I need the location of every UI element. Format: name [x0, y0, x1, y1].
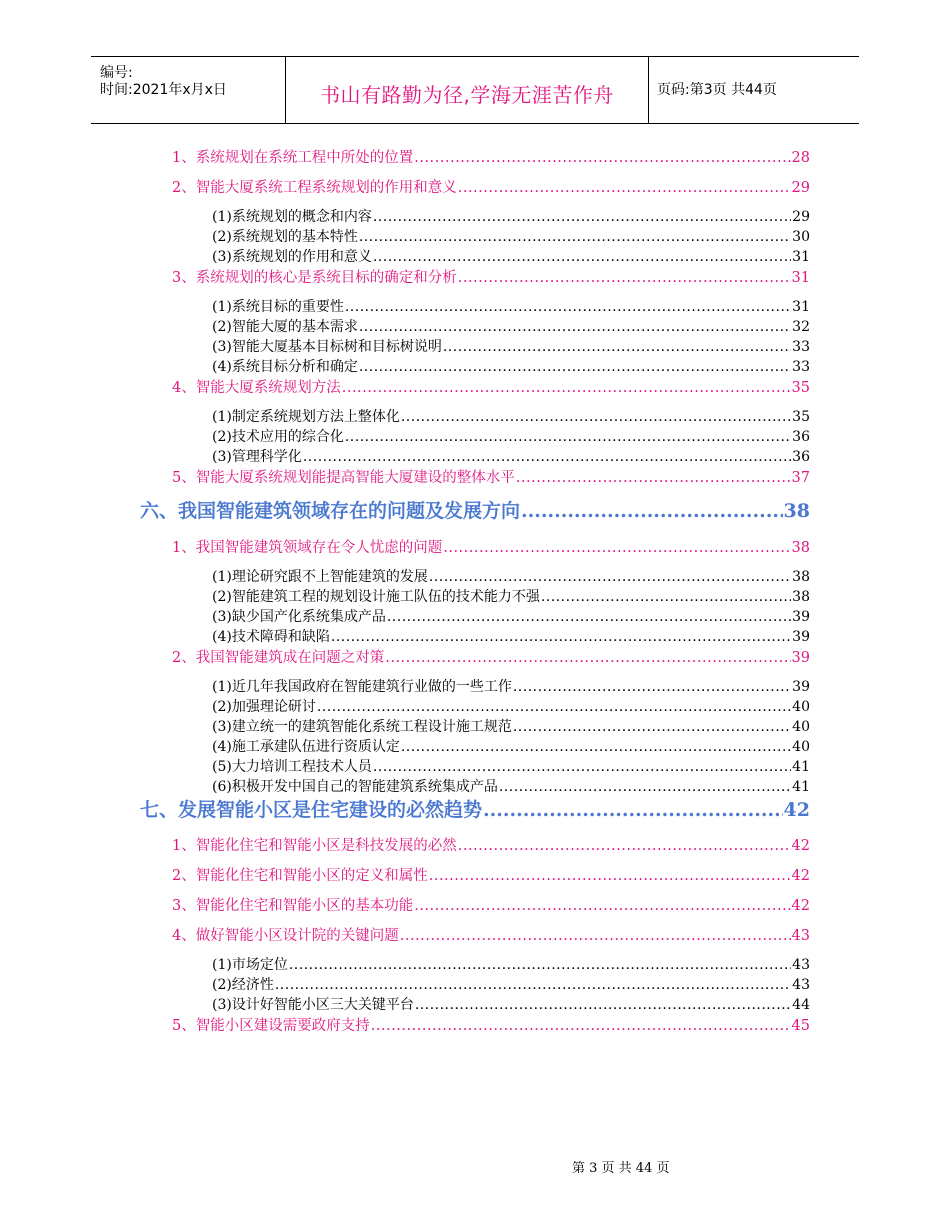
toc-dot-leader	[385, 650, 790, 666]
toc-dot-leader	[415, 997, 791, 1013]
toc-dot-leader	[359, 229, 791, 245]
toc-entry-title: 3、智能化住宅和智能小区的基本功能	[172, 898, 414, 914]
toc-dot-leader	[342, 380, 791, 396]
toc-entry-title: 4、做好智能小区设计院的关键问题	[172, 928, 399, 944]
toc-dot-leader	[303, 449, 791, 465]
header-center-cell	[285, 57, 649, 123]
toc-entry[interactable]	[212, 756, 810, 776]
toc-entry[interactable]	[212, 736, 810, 756]
toc-entry-page: 33	[792, 339, 810, 355]
toc-dot-leader	[458, 180, 791, 196]
toc-entry-title: (1)近几年我国政府在智能建筑行业做的一些工作	[212, 679, 512, 695]
header-page-info: 页码:第3页 共44页	[657, 82, 777, 98]
toc-entry-page: 31	[792, 249, 810, 265]
toc-entry-page: 42	[791, 898, 810, 914]
toc-entry-page: 38	[783, 500, 810, 522]
toc-entry-title: (2)经济性	[212, 977, 274, 993]
toc-dot-leader	[359, 359, 791, 375]
toc-entry-title: (4)系统目标分析和确定	[212, 359, 358, 375]
toc-entry[interactable]	[140, 795, 810, 822]
header-right-cell	[648, 57, 859, 123]
toc-entry[interactable]	[212, 776, 810, 796]
toc-entry-title: 2、智能大厦系统工程系统规划的作用和意义	[172, 180, 457, 196]
toc-entry-title: (3)设计好智能小区三大关键平台	[212, 997, 414, 1013]
toc-dot-leader	[443, 540, 790, 556]
toc-entry-page: 40	[792, 699, 810, 715]
toc-entry-page: 42	[783, 799, 810, 821]
toc-entry[interactable]	[172, 894, 810, 915]
toc-entry[interactable]	[212, 316, 810, 336]
toc-dot-leader	[345, 429, 791, 445]
toc-entry-page: 43	[791, 928, 810, 944]
toc-dot-leader	[400, 928, 791, 944]
toc-entry[interactable]	[212, 954, 810, 974]
toc-entry-title: (1)系统目标的重要性	[212, 299, 344, 315]
toc-entry-page: 31	[791, 270, 810, 286]
toc-dot-leader	[401, 739, 791, 755]
toc-entry-page: 33	[792, 359, 810, 375]
toc-entry-title: (3)缺少国产化系统集成产品	[212, 609, 386, 625]
toc-entry[interactable]	[212, 226, 810, 246]
toc-entry-title: (3)管理科学化	[212, 449, 302, 465]
toc-entry[interactable]	[172, 146, 810, 167]
toc-dot-leader	[373, 209, 791, 225]
toc-entry-title: (2)技术应用的综合化	[212, 429, 344, 445]
toc-entry-title: 4、智能大厦系统规划方法	[172, 380, 341, 396]
toc-entry-title: 2、我国智能建筑成在问题之对策	[172, 650, 385, 666]
toc-entry-title: (4)技术障碍和缺陷	[212, 629, 330, 645]
toc-entry-title: (6)积极开发中国自己的智能建筑系统集成产品	[212, 779, 498, 795]
page-footer: 第 3 页 共 44 页	[572, 1161, 670, 1176]
toc-entry-title: 5、智能大厦系统规划能提高智能大厦建设的整体水平	[172, 470, 515, 486]
toc-entry[interactable]	[212, 716, 810, 736]
toc-dot-leader	[414, 898, 790, 914]
toc-dot-leader	[401, 409, 791, 425]
toc-entry[interactable]	[172, 924, 810, 945]
toc-entry-title: (2)智能建筑工程的规划设计施工队伍的技术能力不强	[212, 589, 540, 605]
serial-label: 编号:	[100, 65, 133, 81]
toc-dot-leader	[513, 679, 791, 695]
page-header	[91, 56, 859, 124]
toc-entry[interactable]	[172, 376, 810, 397]
toc-entry-title: (3)建立统一的建筑智能化系统工程设计施工规范	[212, 719, 512, 735]
toc-entry-page: 29	[791, 180, 810, 196]
toc-entry[interactable]	[212, 606, 810, 626]
toc-dot-leader	[359, 319, 791, 335]
toc-entry-page: 39	[792, 629, 810, 645]
header-left-cell	[91, 57, 285, 123]
toc-entry-page: 35	[791, 380, 810, 396]
toc-entry[interactable]	[212, 994, 810, 1014]
time-label: 时间:2021年x月x日	[100, 82, 227, 98]
toc-entry-page: 41	[792, 779, 810, 795]
toc-dot-leader	[275, 977, 791, 993]
toc-entry-page: 43	[792, 977, 810, 993]
toc-entry-title: 七、发展智能小区是住宅建设的必然趋势	[140, 799, 483, 821]
toc-entry[interactable]	[172, 466, 810, 487]
toc-entry-title: (2)加强理论研讨	[212, 699, 316, 715]
header-motto: 书山有路勤为径,学海无涯苦作舟	[320, 83, 614, 107]
toc-dot-leader	[373, 249, 791, 265]
toc-dot-leader	[331, 629, 791, 645]
toc-dot-leader	[373, 759, 791, 775]
toc-entry-title: (1)理论研究跟不上智能建筑的发展	[212, 569, 428, 585]
toc-dot-leader	[458, 838, 791, 854]
toc-dot-leader	[499, 779, 791, 795]
toc-dot-leader	[513, 719, 791, 735]
toc-entry-title: (1)系统规划的概念和内容	[212, 209, 372, 225]
toc-dot-leader	[521, 500, 783, 522]
toc-entry-title: (3)系统规划的作用和意义	[212, 249, 372, 265]
toc-entry-title: 5、智能小区建设需要政府支持	[172, 1018, 370, 1034]
toc-entry[interactable]	[212, 406, 810, 426]
toc-entry[interactable]	[212, 696, 810, 716]
toc-entry[interactable]	[212, 296, 810, 316]
toc-entry-title: (5)大力培训工程技术人员	[212, 759, 372, 775]
toc-entry-title: (1)制定系统规划方法上整体化	[212, 409, 400, 425]
toc-entry-page: 41	[792, 759, 810, 775]
toc-entry-page: 39	[792, 609, 810, 625]
toc-entry-title: (4)施工承建队伍进行资质认定	[212, 739, 400, 755]
toc-entry[interactable]	[172, 864, 810, 885]
toc-entry-page: 42	[791, 838, 810, 854]
toc-entry[interactable]	[212, 626, 810, 646]
toc-entry[interactable]	[212, 446, 810, 466]
toc-entry[interactable]	[172, 176, 810, 197]
toc-entry-title: 1、系统规划在系统工程中所处的位置	[172, 150, 414, 166]
toc-entry[interactable]	[172, 536, 810, 557]
toc-dot-leader	[516, 470, 791, 486]
toc-entry-page: 44	[792, 997, 810, 1013]
toc-dot-leader	[458, 270, 791, 286]
toc-entry-page: 29	[792, 209, 810, 225]
toc-entry[interactable]	[212, 206, 810, 226]
toc-dot-leader	[371, 1018, 791, 1034]
toc-entry[interactable]	[212, 566, 810, 586]
toc-entry-title: 六、我国智能建筑领域存在的问题及发展方向	[140, 500, 521, 522]
toc-entry[interactable]	[172, 646, 810, 667]
toc-dot-leader	[483, 799, 783, 821]
toc-entry-page: 37	[791, 470, 810, 486]
toc-entry-page: 31	[792, 299, 810, 315]
toc-entry[interactable]	[172, 266, 810, 287]
toc-entry[interactable]	[212, 676, 810, 696]
toc-entry[interactable]	[172, 1014, 810, 1035]
toc-dot-leader	[289, 957, 791, 973]
toc-entry-title: (2)智能大厦的基本需求	[212, 319, 358, 335]
toc-entry-page: 38	[791, 540, 810, 556]
toc-dot-leader	[429, 569, 791, 585]
toc-entry-page: 36	[792, 429, 810, 445]
toc-entry[interactable]	[212, 356, 810, 376]
toc-entry[interactable]	[212, 246, 810, 266]
toc-entry-title: 1、智能化住宅和智能小区是科技发展的必然	[172, 838, 457, 854]
toc-dot-leader	[345, 299, 791, 315]
toc-entry-page: 43	[792, 957, 810, 973]
toc-entry-page: 39	[792, 679, 810, 695]
toc-dot-leader	[317, 699, 791, 715]
toc-entry[interactable]	[212, 586, 810, 606]
toc-dot-leader	[541, 589, 791, 605]
toc-entry-page: 28	[791, 150, 810, 166]
toc-dot-leader	[387, 609, 791, 625]
toc-entry-page: 36	[792, 449, 810, 465]
toc-entry-title: (1)市场定位	[212, 957, 288, 973]
toc-entry-title: 2、智能化住宅和智能小区的定义和属性	[172, 868, 428, 884]
toc-entry-title: (2)系统规划的基本特性	[212, 229, 358, 245]
toc-entry-title: 1、我国智能建筑领域存在令人忧虑的问题	[172, 540, 443, 556]
toc-entry[interactable]	[172, 834, 810, 855]
toc-entry[interactable]	[212, 974, 810, 994]
toc-entry-page: 42	[791, 868, 810, 884]
toc-entry[interactable]	[212, 426, 810, 446]
toc-entry-page: 40	[792, 739, 810, 755]
toc-entry-page: 32	[792, 319, 810, 335]
toc-entry-page: 38	[792, 589, 810, 605]
toc-entry[interactable]	[140, 496, 810, 523]
toc-entry-page: 30	[792, 229, 810, 245]
toc-dot-leader	[429, 868, 791, 884]
toc-entry-title: (3)智能大厦基本目标树和目标树说明	[212, 339, 442, 355]
toc-entry-page: 40	[792, 719, 810, 735]
toc-entry-page: 45	[791, 1018, 810, 1034]
toc-dot-leader	[414, 150, 790, 166]
toc-entry-page: 38	[792, 569, 810, 585]
toc-entry[interactable]	[212, 336, 810, 356]
toc-entry-page: 35	[792, 409, 810, 425]
toc-dot-leader	[443, 339, 791, 355]
toc-entry-page: 39	[791, 650, 810, 666]
toc-entry-title: 3、系统规划的核心是系统目标的确定和分析	[172, 270, 457, 286]
